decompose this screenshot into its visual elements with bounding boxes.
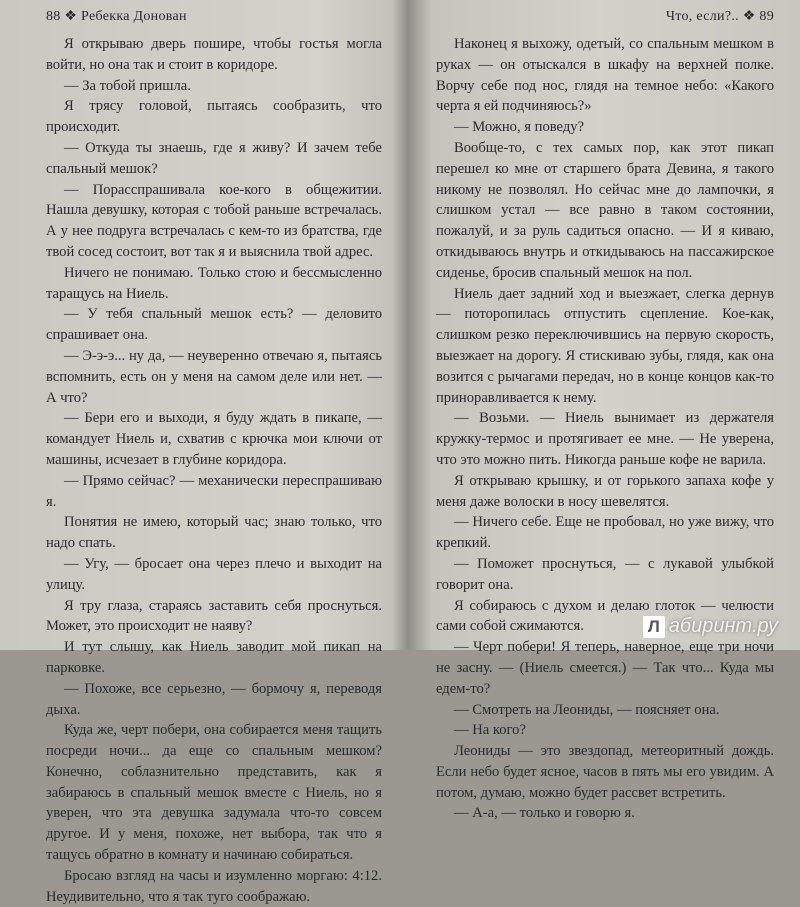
watermark-text: абиринт.ру [668, 615, 778, 637]
paragraph: Бросаю взгляд на часы и изумленно моргаю: 4:12. Неудивительно, что я так туго соображаю. [46, 867, 382, 905]
paragraph: Куда же, черт побери, она собирается меня тащить посреди ночи... да еще со спальным мешком? Конечно, соблазнительно представить, как я забираюсь в спальный мешок вместе с Ниель, но я уверен, что эта девушка задумала что-то совсем другое. И у меня, похоже, нет выбора, так что я тащусь обратно в комнату и начинаю собираться. [46, 722, 382, 864]
left-page-header: 88 ❖ Ребекка Донован [46, 9, 187, 24]
paragraph: — Угу, — бросает она через плечо и выходит на улицу. [46, 555, 382, 593]
paragraph: Наконец я выхожу, одетый, со спальным мешком в руках — он отыскался в шкафу на верхней полке. Ворчу себе под нос, глядя на темное небо: «Какого черта я ей подчиняюсь?» [436, 36, 774, 115]
labirint-watermark [643, 615, 778, 638]
paragraph: Я собираюсь с духом и делаю глоток — челюсти сами собой сжимаются. [436, 597, 774, 635]
paragraph: — Похоже, все серьезно, — бормочу я, переводя дыха. [46, 680, 382, 718]
paragraph: Леониды — это звездопад, метеоритный дождь. Если небо будет ясное, часов в пять мы его увидим. А потом, думаю, можно будет рассвет встретить. [436, 743, 774, 801]
paragraph: — Откуда ты знаешь, где я живу? И зачем тебе спальный мешок? [46, 139, 382, 177]
right-page-text [436, 34, 774, 824]
paragraph: Вообще-то, с тех самых пор, как этот пикап перешел ко мне от старшего брата Девина, я такого никому не позволял. Но сейчас мне до лампочки, я слишком устал — все равно в таком состоянии, пожалуй, и за руль садиться опасно. — И я киваю, откидываюсь внутрь и откидываюсь на пассажирское сиденье, бросив спальный мешок на пол. [436, 139, 774, 281]
paragraph: — У тебя спальный мешок есть? — деловито спрашивает она. [46, 306, 382, 344]
paragraph: И тут слышу, как Ниель заводит мой пикап на парковке. [46, 639, 382, 676]
paragraph: Я тру глаза, стараясь заставить себя проснуться. Может, это происходит не наяву? [46, 597, 382, 635]
paragraph: Я трясу головой, пытаясь сообразить, что происходит. [46, 98, 382, 136]
paragraph: Я открываю крышку, и от горького запаха кофе у меня даже волоски в носу шевелятся. [436, 472, 774, 510]
paragraph: — Поможет проснуться, — с лукавой улыбкой говорит она. [436, 555, 774, 593]
paragraph: Понятия не имею, который час; знаю только, что надо спать. [46, 514, 382, 552]
paragraph: — Бери его и выходи, я буду ждать в пикапе, — командует Ниель и, схватив с крючка мои ключи от машины, исчезает в глубине коридора. [46, 410, 382, 468]
right-page-header: Что, если?.. ❖ 89 [665, 9, 774, 24]
paragraph: — Возьми. — Ниель вынимает из держателя кружку-термос и протягивает ее мне. — Не уверена, что это можно пить. Никогда раньше кофе не варила. [436, 410, 774, 468]
paragraph: — На кого? [454, 722, 526, 739]
paragraph: — Порасспрашивала кое-кого в общежитии. Нашла девушку, которая с тобой раньше встречалась. А у нее подруга встречалась с кем-то из братства, где твой сосед состоит, вот так я и выяснила твой адрес. [46, 181, 382, 260]
paragraph: Ниель дает задний ход и выезжает, слегка дернув — поторопилась отпустить сцепление. Кое-как, слишком резко переключившись на первую скорость, выезжает на дорогу. Я стискиваю зубы, глядя, как она возится с рычагами передач, но в конце концов как-то приноравливается к нему. [436, 285, 774, 406]
paragraph: — А-а, — только и говорю я. [454, 805, 635, 822]
paragraph: Я открываю дверь пошире, чтобы гостья могла войти, но она так и стоит в коридоре. [46, 36, 382, 73]
paragraph: — Можно, я поведу? [454, 119, 585, 136]
paragraph: — Ничего себе. Еще не пробовал, но уже вижу, что крепкий. [436, 514, 774, 552]
right-page [408, 0, 800, 822]
paragraph: — За тобой пришла. [64, 77, 191, 94]
labirint-logo-icon: Л [643, 616, 665, 638]
paragraph: — Прямо сейчас? — механически переспрашиваю я. [46, 472, 382, 510]
paragraph: — Смотреть на Леониды, — поясняет она. [454, 701, 720, 718]
paragraph: — Э-э-э... ну да, — неуверенно отвечаю я, пытаясь вспомнить, есть он у меня на самом деле или нет. — А что? [46, 347, 382, 406]
paragraph: — Черт побери! Я теперь, наверное, еще три ночи не засну. — (Ниель смеется.) — Так что... Куда мы едем-то? [436, 639, 774, 697]
paragraph: Ничего не понимаю. Только стою и бессмысленно таращусь на Ниель. [46, 264, 382, 302]
left-page-text [46, 34, 382, 907]
